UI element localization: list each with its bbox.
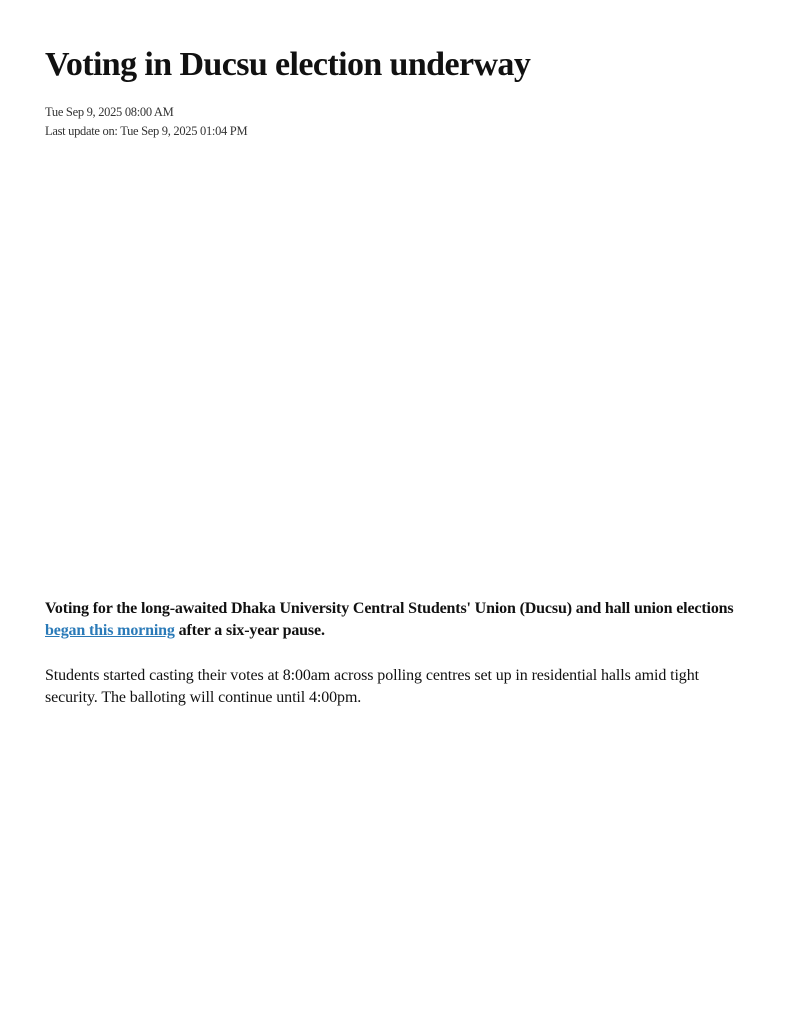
last-update bbox=[45, 123, 247, 139]
began-this-morning-link[interactable]: began this morning bbox=[45, 622, 175, 639]
article-image-placeholder bbox=[45, 150, 751, 580]
article-intro bbox=[45, 598, 751, 642]
published-date: Tue Sep 9, 2025 08:00 AM bbox=[45, 105, 174, 119]
article-headline: Voting in Ducsu election underway bbox=[45, 46, 531, 83]
last-update-label: Last update on: bbox=[45, 124, 118, 138]
intro-text-after-link: after a six-year pause. bbox=[174, 622, 325, 639]
last-update-date: Tue Sep 9, 2025 01:04 PM bbox=[120, 124, 248, 138]
article-body-paragraph: Students started casting their votes at 8:00am across polling centres set up in residential halls amid tight security. The balloting will continue until 4:00pm. bbox=[45, 667, 699, 706]
intro-text-before-link: Voting for the long-awaited Dhaka University Central Students' Union (Ducsu) and hall union elections bbox=[45, 600, 734, 617]
